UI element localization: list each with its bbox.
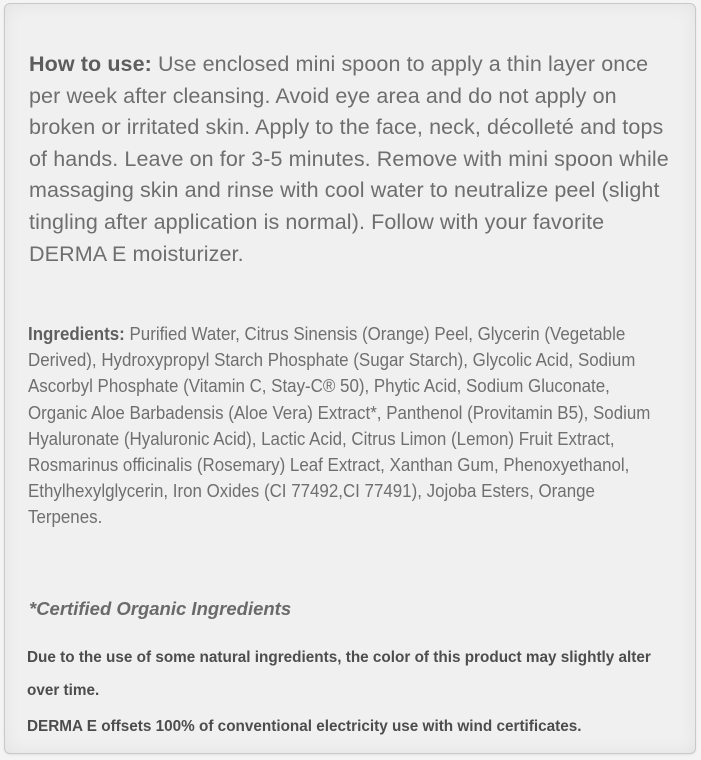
label-panel: [4, 3, 696, 754]
how-to-use-text: Use enclosed mini spoon to apply a thin layer once per week after cleansing. Avoid eye area and do not apply on broken or irritated skin. Apply to the face, neck, décolleté and tops of hands. Leave on for 3-5 minutes. Remove with mini spoon while massaging skin and rinse with cool water to neutralize peel (slight tingling after application is normal). Follow with your favorite DERMA E moisturizer.: [29, 52, 669, 266]
ingredients-paragraph: [28, 321, 670, 531]
how-to-use-heading: How to use:: [29, 52, 152, 76]
electricity-offset-note: DERMA E offsets 100% of conventional electricity use with wind certificates.: [27, 718, 582, 735]
color-variation-note: Due to the use of some natural ingredients, the color of this product may slightly alter over time.: [27, 649, 651, 699]
ingredients-heading: Ingredients:: [28, 324, 125, 344]
how-to-use-paragraph: [29, 49, 679, 270]
certified-organic-note: *Certified Organic Ingredients: [29, 598, 292, 619]
ingredients-text: Purified Water, Citrus Sinensis (Orange) Peel, Glycerin (Vegetable Derived), Hydroxypropyl Starch Phosphate (Sugar Starch), Glycolic Acid, Sodium Ascorbyl Phosphate (Vitamin C, Stay-C® 50), Phytic Acid, Sodium Gluconate, Organic Aloe Barbadensis (Aloe Vera) Extract*, Panthenol (Provitamin B5), Sodium Hyaluronate (Hyaluronic Acid), Lactic Acid, Citrus Limon (Lemon) Fruit Extract, Rosmarinus officinalis (Rosemary) Leaf Extract, Xanthan Gum, Phenoxyethanol, Ethylhexylglycerin, Iron Oxides (CI 77492,CI 77491), Jojoba Esters, Orange Terpenes.: [28, 324, 651, 528]
